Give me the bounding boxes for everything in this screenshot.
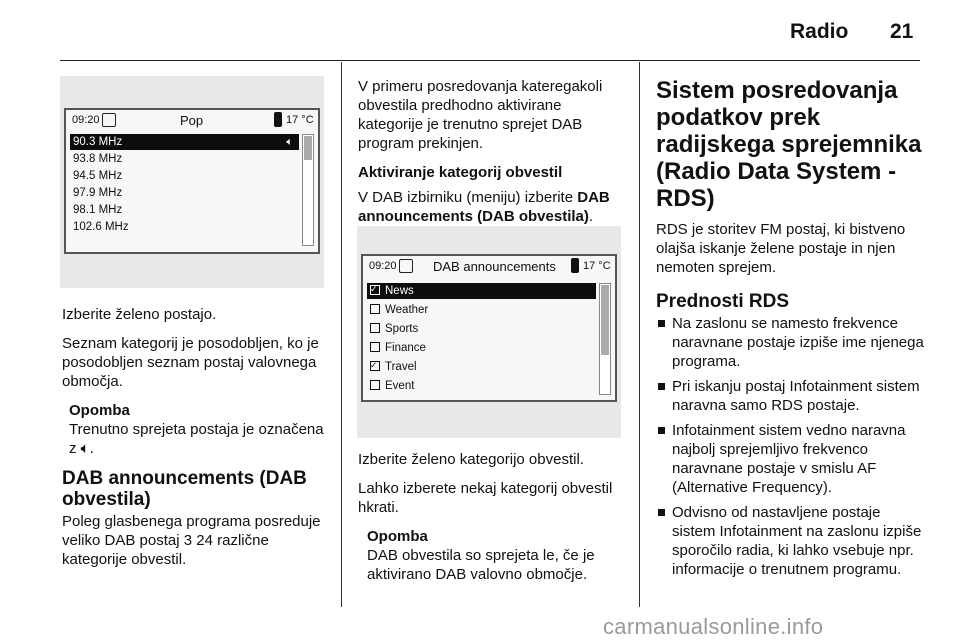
- station-label: 102.6 MHz: [73, 221, 129, 233]
- dab-announcements-screenshot: [357, 226, 621, 438]
- sync-icon: [399, 259, 413, 273]
- category-row[interactable]: [367, 302, 428, 318]
- clock-time: 09:20: [72, 114, 100, 126]
- category-label: Weather: [385, 304, 429, 316]
- status-bar: [66, 110, 318, 132]
- station-label: 90.3 MHz: [73, 136, 123, 148]
- subsection-heading: Prednosti RDS: [656, 291, 790, 312]
- paragraph: [62, 512, 332, 569]
- scrollbar-thumb[interactable]: [304, 136, 312, 160]
- note-heading: Opomba: [69, 402, 130, 419]
- paragraph-text: različne kategorije obvestil.: [62, 532, 269, 568]
- list-item: Pri iskanju postaj Infotainment sistem naravna samo RDS postaje.: [656, 377, 924, 415]
- paragraph-text: Poleg glasbenega programa posreduje veliko DAB postaj: [62, 513, 321, 549]
- paragraph: Izberite želeno kategorijo obvestil.: [358, 451, 584, 468]
- sync-icon: [102, 113, 116, 127]
- speaker-icon: 🔈︎.: [80, 440, 94, 457]
- station-row[interactable]: [70, 168, 122, 184]
- menu-item-name: DAB announcements (DAB obvestila): [358, 189, 610, 225]
- category-row[interactable]: [367, 378, 414, 394]
- status-bar: [363, 256, 615, 278]
- category-label: Event: [385, 380, 415, 392]
- list-item: Infotainment sistem vedno naravna najbolj sprejemljivo frekvenco naravnane postaje v smislu AF (Alternative Frequency).: [656, 421, 924, 497]
- thermometer-icon: [274, 112, 282, 127]
- page-header: [0, 0, 960, 62]
- bold-heading: Aktiviranje kategorij obvestil: [358, 164, 563, 181]
- station-label: 94.5 MHz: [73, 170, 123, 182]
- speaker-icon: 🔈︎: [286, 136, 293, 148]
- bullet-list: [656, 314, 924, 579]
- category-label: Travel: [385, 361, 417, 373]
- checkbox-checked-icon[interactable]: [370, 361, 380, 371]
- paragraph: Lahko izberete nekaj kategorij obvestil hkrati.: [358, 480, 613, 516]
- note-body: Trenutno sprejeta postaja je označena z: [69, 421, 324, 457]
- thermometer-icon: [571, 258, 579, 273]
- category-row[interactable]: [367, 340, 426, 356]
- note-text: DAB obvestila so sprejeta le, če je aktivirano DAB valovno območje.: [367, 547, 595, 583]
- checkbox-checked-icon[interactable]: [370, 285, 380, 295]
- header-rule: [60, 60, 920, 61]
- paragraph-text: V DAB izbirniku (meniju) izberite: [358, 189, 574, 206]
- paragraph: Seznam kategorij je posodobljen, ko je posodobljen seznam postaj valovnega območja.: [62, 335, 319, 390]
- column-1-text: [62, 305, 332, 579]
- temperature: 17 °C: [286, 114, 314, 126]
- radio-display: [64, 108, 320, 254]
- screen-title: Pop: [180, 113, 204, 128]
- column-divider: [341, 62, 342, 607]
- checkbox-icon[interactable]: [370, 342, 380, 352]
- station-label: 97.9 MHz: [73, 187, 123, 199]
- paragraph: V primeru posredovanja kateregakoli obvestila predhodno aktivirane kategorije je trenutno sprejet DAB program prekinjen.: [358, 78, 603, 152]
- section-heading: DAB announcements (DAB obvestila): [62, 468, 307, 510]
- checkbox-icon[interactable]: [370, 304, 380, 314]
- clock-time: 09:20: [369, 260, 397, 272]
- radio-display: [361, 254, 617, 402]
- station-row[interactable]: [70, 134, 299, 150]
- station-row[interactable]: [70, 202, 122, 218]
- column-3-text: [656, 77, 924, 585]
- station-list-screenshot: [60, 76, 324, 288]
- screen-title: DAB announcements: [433, 259, 556, 274]
- note-text: [69, 420, 332, 458]
- scrollbar-thumb[interactable]: [601, 285, 609, 355]
- category-row[interactable]: [367, 283, 596, 299]
- note-block: [62, 401, 332, 458]
- paragraph-text: .: [588, 208, 594, 225]
- paragraph: RDS je storitev FM postaj, ki bistveno olajša iskanje želene postaje in njen nemoten sprejem.: [656, 221, 906, 276]
- temperature: 17 °C: [583, 260, 611, 272]
- column-2-text-top: [358, 77, 626, 236]
- list-item: Na zaslonu se namesto frekvence naravnane postaje izpiše ime njenega programa.: [656, 314, 924, 371]
- paragraph: Izberite želeno postajo.: [62, 306, 217, 323]
- category-label: Sports: [385, 323, 419, 335]
- column-2-text-bottom: [358, 450, 626, 584]
- station-row[interactable]: [70, 151, 122, 167]
- scrollbar[interactable]: [599, 283, 611, 395]
- column-divider: [639, 62, 640, 607]
- checkbox-icon[interactable]: [370, 380, 380, 390]
- watermark: carmanualsonline.info: [603, 614, 824, 639]
- paragraph: [358, 188, 626, 226]
- category-row[interactable]: [367, 359, 417, 375]
- station-label: 93.8 MHz: [73, 153, 123, 165]
- chapter-title: Radio: [790, 20, 849, 43]
- section-title: Sistem posredovanja podatkov prek radijskega sprejemnika (Radio Data System - RDS): [656, 77, 922, 212]
- category-label: Finance: [385, 342, 426, 354]
- station-label: 98.1 MHz: [73, 204, 123, 216]
- list-item: Odvisno od nastavljene postaje sistem Infotainment na zaslonu izpiše sporočilo radia, ki lahko vsebuje npr. informacije o trenutnem programu.: [656, 503, 924, 579]
- station-row[interactable]: [70, 185, 122, 201]
- checkbox-icon[interactable]: [370, 323, 380, 333]
- note-block: [358, 527, 626, 584]
- category-label: News: [385, 285, 414, 297]
- category-row[interactable]: [367, 321, 418, 337]
- page-reference[interactable]: 3 24: [183, 532, 213, 549]
- note-heading: Opomba: [367, 528, 428, 545]
- scrollbar[interactable]: [302, 134, 314, 246]
- page-number: 21: [890, 20, 914, 43]
- station-row[interactable]: [70, 219, 129, 235]
